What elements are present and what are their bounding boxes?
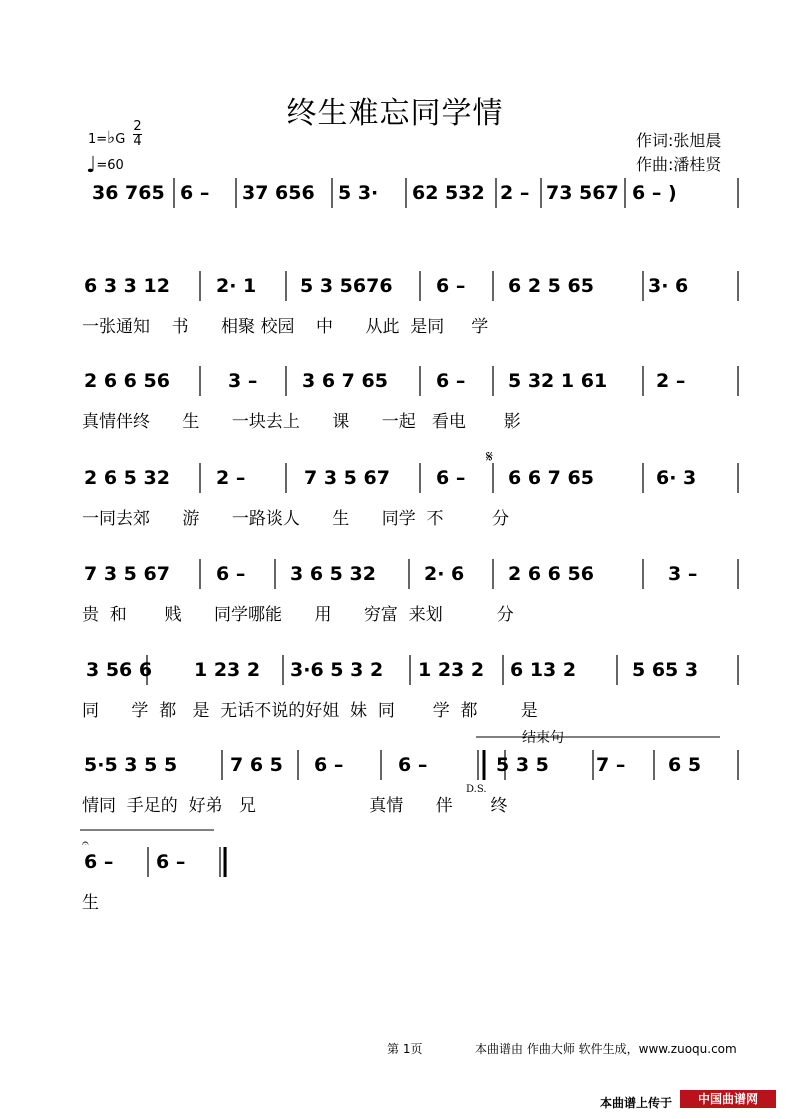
lyric-line: 真情伴终 生 一块去上 课 一起 看电 影	[82, 412, 521, 432]
measure-notes: 6 –	[216, 563, 246, 585]
lyric-line: 贵 和 贱 同学哪能 用 穷富 来划 分	[82, 605, 514, 625]
measure-notes: 2 –	[500, 182, 530, 204]
measure-notes: 3· 6	[648, 275, 689, 297]
measure-notes: 3 –	[668, 563, 698, 585]
measure-notes: 6 –	[180, 182, 210, 204]
meter-bottom: 4	[133, 134, 142, 149]
lyricist-credit: 作词:张旭晨	[636, 131, 722, 150]
measure-notes: 7 3 5 67	[304, 467, 390, 489]
measure-notes: 6 –	[398, 754, 428, 776]
measure-notes: 2· 6	[424, 563, 465, 585]
measure-notes: 1 23 2	[194, 659, 261, 681]
measure-notes: 6 3 3 12	[84, 275, 170, 297]
measure-notes: 2 6 5 32	[84, 467, 170, 489]
meter-top: 2	[133, 119, 142, 134]
measure-notes: 3·6 5 3 2	[290, 659, 384, 681]
measure-notes: 7 3 5 67	[84, 563, 170, 585]
ending-label: 结束句	[522, 730, 564, 746]
measure-notes: 6 6 7 65	[508, 467, 594, 489]
measure-notes: 1 23 2	[418, 659, 485, 681]
measure-notes: 3 6 5 32	[290, 563, 376, 585]
flat-icon: ♭	[107, 128, 116, 148]
measure-notes: 5 32 1 61	[508, 370, 608, 392]
measure-notes: 37 656	[242, 182, 315, 204]
measure-notes: 2 –	[216, 467, 246, 489]
measure-notes: 2 6 6 56	[84, 370, 170, 392]
measure-notes: 2· 1	[216, 275, 257, 297]
measure-notes: 6 5	[668, 754, 702, 776]
key-note: G	[115, 132, 126, 147]
measure-notes: 5·5 3 5 5	[84, 754, 178, 776]
measure-notes: 6 –	[156, 851, 186, 873]
lyric-line: 一张通知 书 相聚 校园 中 从此 是同 学	[82, 317, 489, 337]
fermata-icon: 𝄐	[82, 836, 89, 850]
measure-notes: 3 56 6	[86, 659, 153, 681]
measure-notes: 7 6 5	[230, 754, 283, 776]
measure-notes: 5 3 5676	[300, 275, 393, 297]
measure-notes: 6 –	[84, 851, 114, 873]
measure-notes: 6 –	[436, 370, 466, 392]
quarter-note-icon: ♩	[86, 153, 97, 178]
measure-notes: 73 567	[546, 182, 619, 204]
measure-notes: 6 13 2	[510, 659, 577, 681]
measure-notes: 7 –	[596, 754, 626, 776]
generator-note: 本曲谱由 作曲大师 软件生成，www.zuoqu.com	[475, 1042, 737, 1056]
upload-note: 本曲谱上传于	[600, 1096, 673, 1110]
measure-notes: 5 65 3	[632, 659, 699, 681]
composer-credit: 作曲:潘桂贤	[636, 155, 722, 174]
measure-notes: 6 –	[314, 754, 344, 776]
lyric-line: 同 学 都 是 无话不说的好姐 妹 同 学 都 是	[82, 701, 538, 721]
measure-notes: 36 765	[92, 182, 165, 204]
segno-icon: 𝄋	[486, 447, 493, 466]
measure-notes: 62 532	[412, 182, 485, 204]
measure-notes: 3 6 7 65	[302, 370, 388, 392]
measure-notes: 2 –	[656, 370, 686, 392]
lyric-line: 一同去郊 游 一路谈人 生 同学 不 分	[82, 509, 510, 529]
site-logo: 中国曲谱网	[680, 1090, 776, 1108]
measure-notes: 6 –	[436, 275, 466, 297]
measure-notes: 6 2 5 65	[508, 275, 594, 297]
measure-notes: 6· 3	[656, 467, 697, 489]
measure-notes: 6 –	[436, 467, 466, 489]
measure-notes: 3 –	[228, 370, 258, 392]
page-number: 第 1页	[387, 1042, 423, 1056]
measure-notes: 5 3·	[338, 182, 379, 204]
page-title: 终生难忘同学情	[286, 96, 504, 131]
ds-mark: D.S.	[466, 784, 487, 795]
measure-notes: 2 6 6 56	[508, 563, 594, 585]
measure-notes: 5 3 5	[496, 754, 549, 776]
lyric-line: 生	[82, 893, 99, 913]
lyric-line: 情同 手足的 好弟 兄 真情 伴 终	[82, 796, 508, 816]
tempo-value: =60	[96, 158, 124, 173]
key-prefix: 1=	[88, 132, 108, 147]
measure-notes: 6 – )	[632, 182, 677, 204]
